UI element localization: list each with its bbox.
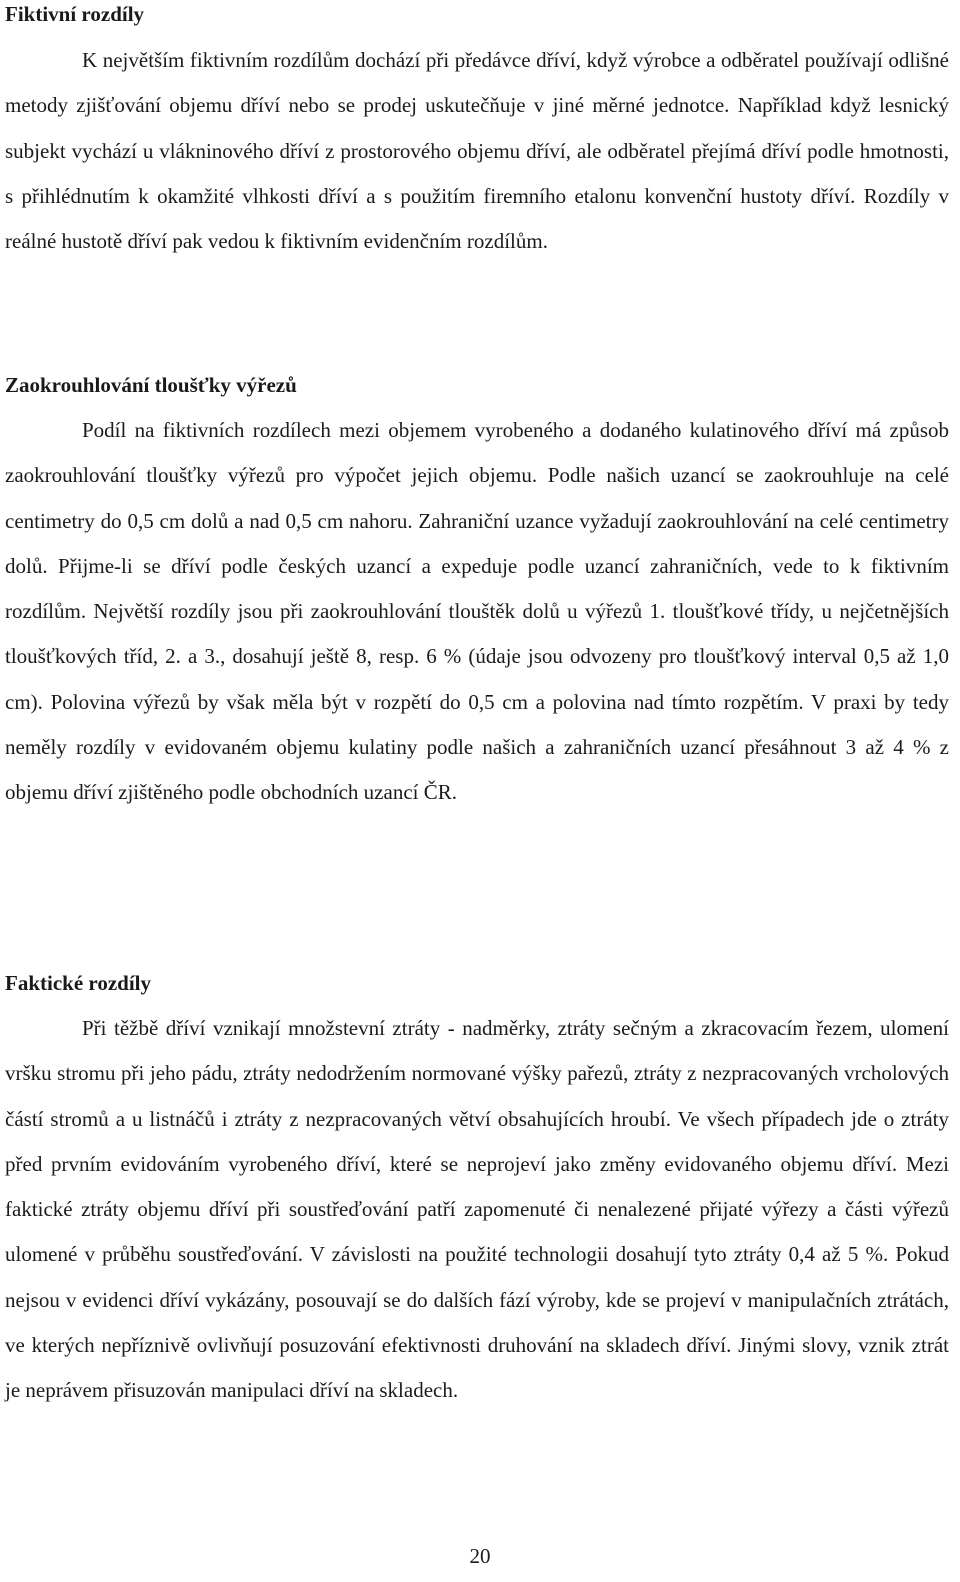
section-fiktivni-rozdily (5, 1, 949, 264)
section-zaokrouhlovani (5, 372, 949, 816)
section-heading: Faktické rozdíly (5, 971, 152, 995)
section-paragraph: K největším fiktivním rozdílům dochází při předávce dříví, když výrobce a odběratel používají odlišné metody zjišťování objemu dříví nebo se prodej uskutečňuje v jiné měrné jednotce. Například když lesnický subjekt vychází u vlákninového dříví z prostorového objemu dříví, ale odběratel přejímá dříví podle hmotnosti, s přihlédnutím k okamžité vlhkosti dříví a s použitím firemního etalonu konvenční hustoty dříví. Rozdíly v reálné hustotě dříví pak vedou k fiktivním evidenčním rozdílům. (5, 48, 949, 254)
section-paragraph: Podíl na fiktivních rozdílech mezi objemem vyrobeného a dodaného kulatinového dříví má způsob zaokrouhlování tloušťky výřezů pro výpočet jejich objemu. Podle našich uzancí se zaokrouhluje na celé centimetry do 0,5 cm dolů a nad 0,5 cm nahoru. Zahraniční uzance vyžadují zaokrouhlování na celé centimetry dolů. Přijme-li se dříví podle českých uzancí a expeduje podle uzancí zahraničních, vede to k fiktivním rozdílům. Největší rozdíly jsou při zaokrouhlování tlouštěk dolů u výřezů 1. tloušťkové třídy, u nejčetnějších tloušťkových tříd, 2. a 3., dosahují ještě 8, resp. 6 % (údaje jsou odvozeny pro tloušťkový interval 0,5 až 1,0 cm). Polovina výřezů by však měla být v rozpětí do 0,5 cm a polovina nad tímto rozpětím. V praxi by tedy neměly rozdíly v evidovaném objemu kulatiny podle našich a zahraničních uzancí přesáhnout 3 až 4 % z objemu dříví zjištěného podle obchodních uzancí ČR. (5, 418, 949, 805)
section-paragraph: Při těžbě dříví vznikají množstevní ztráty - nadměrky, ztráty sečným a zkracovacím řezem, ulomení vršku stromu při jeho pádu, ztráty nedodržením normované výšky pařezů, ztráty z nezpracovaných vrcholových částí stromů a u listnáčů i ztráty z nezpracovaných větví obsahujících hroubí. Ve všech případech jde o ztráty před prvním evidováním vyrobeného dříví, které se neprojeví jako změny evidovaného objemu dříví. Mezi faktické ztráty objemu dříví při soustřeďování patří zapomenuté či nenalezené přijaté výřezy a části výřezů ulomené v průběhu soustřeďování. V závislosti na použité technologii dosahují tyto ztráty 0,4 až 5 %. Pokud nejsou v evidenci dříví vykázány, posouvají se do dalších fází výroby, kde se projeví v manipulačních ztrátách, ve kterých nepříznivě ovlivňují posuzování efektivnosti druhování na skladech dříví. Jinými slovy, vznik ztrát je neprávem přisuzován manipulaci dříví na skladech. (5, 1016, 949, 1403)
section-heading: Fiktivní rozdíly (5, 2, 145, 26)
section-heading: Zaokrouhlování tloušťky výřezů (5, 373, 297, 397)
page-number: 20 (469, 1544, 491, 1568)
section-fakticke-rozdily (5, 970, 949, 1414)
